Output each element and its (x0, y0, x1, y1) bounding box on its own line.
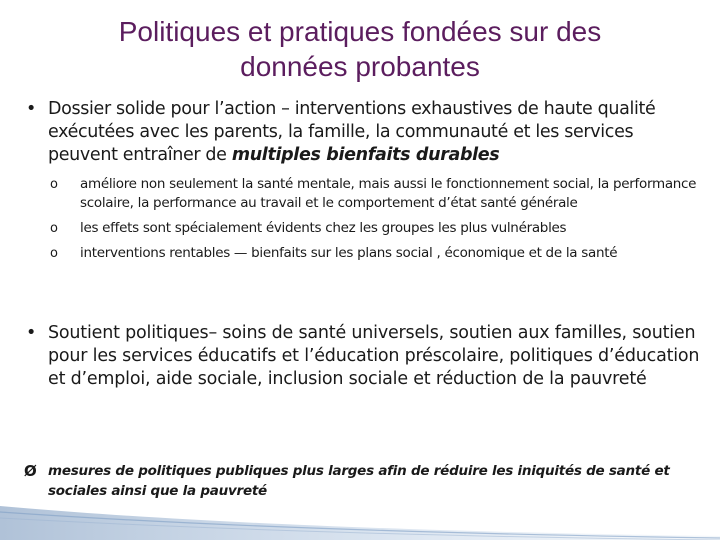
bullet-policy-support-text: Soutient politiques– soins de santé universels, soutien aux familles, soutien pour les services éducatifs et l’éducation préscolaire, politiques d’éducation et d’emploi, aide sociale, inclusion sociale et réduction de la pauvreté (48, 323, 700, 389)
decorative-swoosh (0, 488, 720, 540)
sub-bullet-marker: o (50, 221, 58, 236)
bullet-strong-case-text (48, 98, 702, 167)
sub-bullet-text: interventions rentables — bienfaits sur les plans social , économique et de la santé (80, 245, 618, 261)
sub-bullet-text: les effets sont spécialement évidents chez les groupes les plus vulnérables (80, 220, 567, 236)
sub-bullet-item (50, 219, 700, 238)
sub-bullet-marker: o (50, 177, 58, 192)
bullet-marker: • (26, 99, 37, 119)
sub-bullet-marker: o (50, 246, 58, 261)
slide-title (0, 14, 720, 84)
conclusion-text: mesures de politiques publiques plus larges afin de réduire les iniquités de santé et sociales ainsi que la pauvreté (48, 463, 670, 499)
sub-bullet-list (50, 175, 700, 269)
bullet-strong-case (26, 98, 702, 167)
bullet-strong-case-emphasis: multiples bienfaits durables (231, 145, 500, 165)
bullet-marker: • (26, 323, 37, 343)
sub-bullet-item (50, 244, 700, 263)
bullet-policy-support (26, 322, 706, 391)
slide-title-line-2: données probantes (240, 51, 480, 82)
bullet-strong-case-body: Dossier solide pour l’action – interventions exhaustives de haute qualité exécutées avec les parents, la famille, la communauté et les services peuvent entraîner de (48, 99, 656, 165)
sub-bullet-item (50, 175, 700, 213)
slide-title-line-1: Politiques et pratiques fondées sur des (118, 16, 602, 47)
arrow-bullet-icon: Ø (24, 462, 37, 480)
sub-bullet-text: améliore non seulement la santé mentale, mais aussi le fonctionnement social, la performance scolaire, la performance au travail et le comportement d’état santé générale (80, 176, 697, 211)
